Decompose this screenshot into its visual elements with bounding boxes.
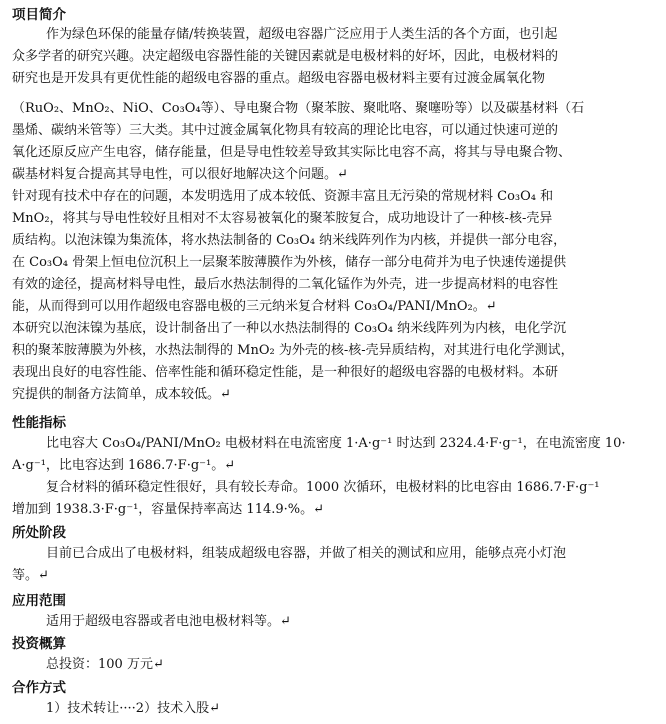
method-line: 有效的途径，提高材料导电性，最后水热法制得的二氧化锰作为外壳，进一步提高材料的电容性: [12, 277, 559, 292]
method-line: 针对现有技术中存在的问题，本发明选用了成本较低、资源丰富且无污染的常规材料 Co₃O₄ 和: [12, 189, 554, 204]
performance-line: 比电容大 Co₃O₄/PANI/MnO₂ 电极材料在电流密度 1·A·g⁻¹ 时达到 2324.4·F·g⁻¹，在电流密度 10·: [46, 436, 626, 451]
section-title-intro: 项目简介: [12, 7, 66, 23]
application-line: 适用于超级电容器或者电池电极材料等。↵: [46, 614, 291, 629]
stage-line: 目前已合成出了电极材料，组装成超级电容器，并做了相关的测试和应用，能够点亮小灯泡: [46, 546, 567, 561]
method-line: MnO₂，将其与导电性较好且相对不太容易被氧化的聚苯胺复合，成功地设计了一种核-核-壳异: [12, 211, 553, 226]
method-line: 表现出良好的电容性能、倍率性能和循环稳定性能，是一种很好的超级电容器的电极材料。本研: [12, 365, 559, 380]
performance-line: A·g⁻¹，比电容达到 1686.7·F·g⁻¹。↵: [12, 458, 236, 473]
performance-line: 复合材料的循环稳定性很好，具有较长寿命。1000 次循环，电极材料的比电容由 1686.7·F·g⁻¹: [46, 480, 600, 495]
section-title-application: 应用范围: [12, 593, 66, 609]
cooperation-paragraph: [12, 698, 656, 720]
method-line: 质结构。以泡沫镍为集流体，将水热法制备的 Co₃O₄ 纳米线阵列作为内核，并提供一部分电容，: [12, 233, 567, 248]
intro-line: 墨烯、碳纳米管等）三大类。其中过渡金属氧化物具有较高的理论比电容，可以通过快速可逆的: [12, 123, 559, 138]
method-line: 积的聚苯胺薄膜为外核，水热法制得的 MnO₂ 为外壳的核-核-壳异质结构，对其进行电化学测试，: [12, 343, 574, 358]
intro-paragraph: [12, 24, 656, 406]
investment-paragraph: [12, 654, 656, 676]
section-title-stage: 所处阶段: [12, 525, 66, 541]
method-line: 究提供的制备方法简单，成本较低。↵: [12, 387, 231, 402]
method-line: 在 Co₃O₄ 骨架上恒电位沉积上一层聚苯胺薄膜作为外核，储存一部分电荷并为电子快速传递提供: [12, 255, 567, 270]
method-line: 本研究以泡沫镍为基底，设计制备出了一种以水热法制得的 Co₃O₄ 纳米线阵列为内核，电化学沉: [12, 321, 567, 336]
section-title-cooperation: 合作方式: [12, 680, 66, 696]
intro-line: （RuO₂、MnO₂、NiO、Co₃O₄等）、导电聚合物（聚苯胺、聚吡咯、聚噻吩等）以及碳基材料（石: [12, 101, 585, 116]
stage-paragraph: [12, 543, 656, 587]
intro-line: 众多学者的研究兴趣。决定超级电容器性能的关键因素就是电极材料的好坏，因此，电极材料的: [12, 49, 559, 64]
cooperation-line: 1）技术转让····2）技术入股↵: [46, 701, 220, 716]
application-paragraph: [12, 611, 656, 633]
stage-line: 等。↵: [12, 568, 49, 583]
performance-paragraph: [12, 433, 656, 521]
intro-line: 作为绿色环保的能量存储/转换装置，超级电容器广泛应用于人类生活的各个方面，也引起: [46, 27, 558, 42]
method-line: 能，从而得到可以用作超级电容器电极的三元纳米复合材料 Co₃O₄/PANI/MnO₂。↵: [12, 299, 497, 314]
performance-line: 增加到 1938.3·F·g⁻¹，容量保持率高达 114.9·%。↵: [12, 502, 325, 517]
intro-line: 氧化还原反应产生电容，储存能量，但是导电性较差导致其实际比电容不高，将其与导电聚合物、: [12, 145, 572, 160]
intro-line: 碳基材料复合提高其导电性，可以很好地解决这个问题。↵: [12, 167, 348, 182]
section-title-performance: 性能指标: [12, 415, 66, 431]
section-title-investment: 投资概算: [12, 636, 66, 652]
intro-line: 研究也是开发具有更优性能的超级电容器的重点。超级电容器电极材料主要有过渡金属氧化物: [12, 71, 546, 86]
investment-line: 总投资：100 万元↵: [46, 657, 164, 672]
